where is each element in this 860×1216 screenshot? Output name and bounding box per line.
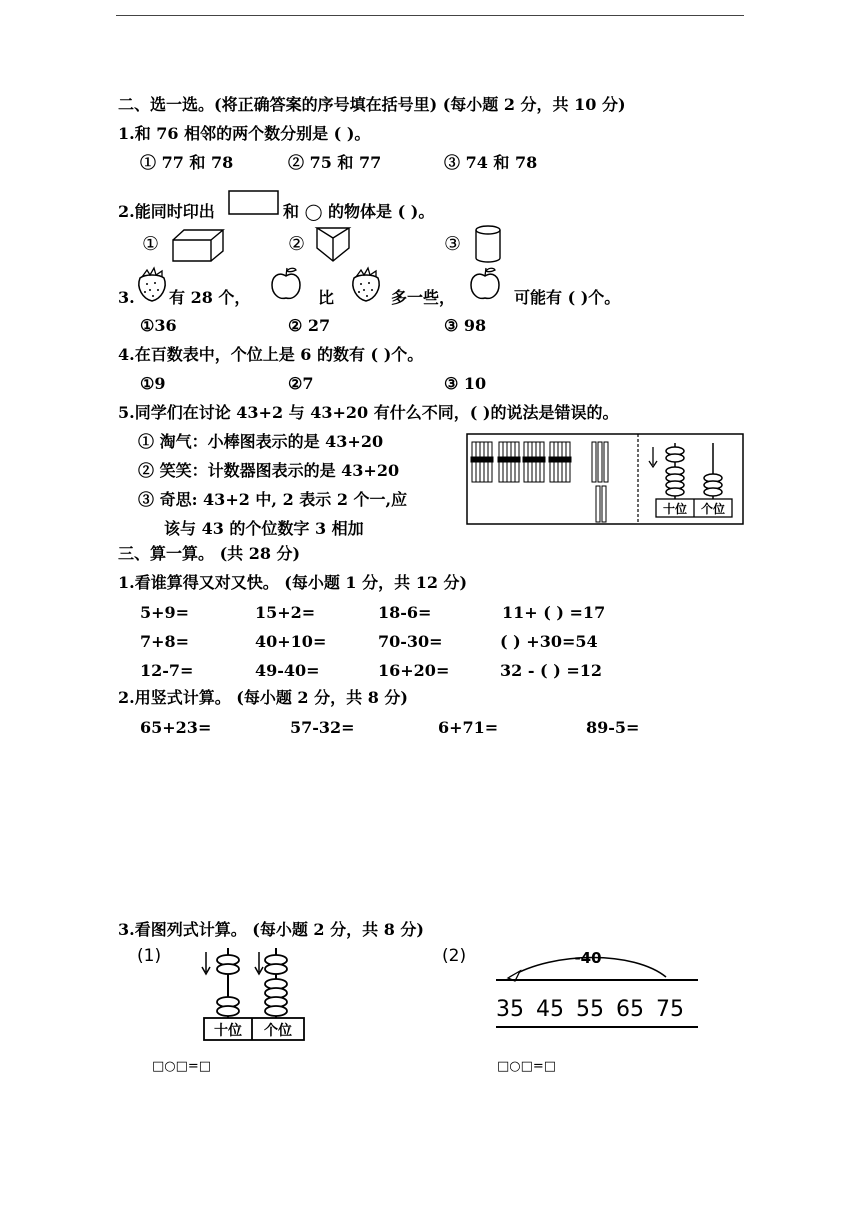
part1-title: 1.看谁算得又对又快。 (每小题 1 分，共 12 分) <box>118 573 468 592</box>
calc-item: 15+2= <box>255 603 316 622</box>
stick-bundle <box>523 442 545 482</box>
answer-template-1: □○□=□ <box>152 1059 212 1074</box>
section3-heading: 三、算一算。 (共 28 分) <box>118 544 301 563</box>
jump-label: -40 <box>574 949 602 967</box>
q5-option-1: ① 淘气：小棒图表示的是 43+20 <box>138 432 384 451</box>
q4-stem: 4.在百数表中，个位上是 6 的数有 ( )个。 <box>118 345 424 364</box>
calc-item: 7+8= <box>140 632 190 651</box>
rectangle-icon <box>228 190 280 216</box>
vertical-calc-item: 57-32= <box>290 718 355 737</box>
q2-option-2-mark: ② <box>288 233 306 255</box>
part2-title: 2.用竖式计算。 (每小题 2 分，共 8 分) <box>118 688 408 707</box>
q4-option-3: ③ 10 <box>444 374 487 393</box>
sticks-and-abacus-figure <box>466 433 744 525</box>
stick-bundle <box>471 442 493 482</box>
q5-stem: 5.同学们在讨论 43+2 与 43+20 有什么不同，( )的说法是错误的。 <box>118 403 619 422</box>
calc-item: ( ) +30=54 <box>500 632 598 651</box>
calc-item: 5+9= <box>140 603 190 622</box>
q4-option-2: ②7 <box>288 374 314 393</box>
ones-place-label: 个位 <box>264 1023 292 1039</box>
stick-bundle <box>498 442 520 482</box>
calc-item: 12-7= <box>140 661 194 680</box>
calc-item: 11+ ( ) =17 <box>502 603 606 622</box>
q5-option-3-continued: 该与 43 的个位数字 3 相加 <box>164 519 364 538</box>
strawberry-icon <box>349 266 383 302</box>
tick-label: 65 <box>616 997 644 1022</box>
calc-item: 16+20= <box>378 661 450 680</box>
figure1-label: (1) <box>137 946 162 966</box>
tick-label: 45 <box>536 997 564 1022</box>
q3-part3: 多一些， <box>391 288 456 307</box>
apple-icon <box>270 266 302 302</box>
q3-part1: 有 28 个， <box>169 288 251 307</box>
calc-item: 70-30= <box>378 632 443 651</box>
q3-option-2: ② 27 <box>288 316 331 335</box>
cylinder-icon <box>473 224 503 266</box>
section2-heading: 二、选一选。(将正确答案的序号填在括号里) (每小题 2 分，共 10 分) <box>118 95 626 114</box>
q3-option-1: ①36 <box>140 316 177 335</box>
q1-option-3: ③ 74 和 78 <box>444 153 538 172</box>
q1-stem: 1.和 76 相邻的两个数分别是 ( )。 <box>118 124 371 143</box>
q2-option-3-mark: ③ <box>444 233 462 255</box>
apple-icon <box>469 266 501 302</box>
vertical-calc-item: 89-5= <box>586 718 640 737</box>
q3-option-3: ③ 98 <box>444 316 487 335</box>
calc-item: 40+10= <box>255 632 327 651</box>
tens-place-label: 十位 <box>662 502 688 516</box>
abacus-figure <box>198 946 306 1042</box>
calc-item: 49-40= <box>255 661 320 680</box>
vertical-calc-item: 65+23= <box>140 718 212 737</box>
cuboid-icon <box>172 228 224 262</box>
q2-option-1-mark: ① <box>142 233 160 255</box>
tick-label: 35 <box>496 997 524 1022</box>
tick-label: 75 <box>656 997 684 1022</box>
q1-option-2: ② 75 和 77 <box>288 153 382 172</box>
tick-label: 55 <box>576 997 604 1022</box>
top-rule <box>116 15 744 16</box>
part3-title: 3.看图列式计算。 (每小题 2 分，共 8 分) <box>118 920 424 939</box>
q3-part4: 可能有 ( )个。 <box>514 288 621 307</box>
strawberry-icon <box>135 266 169 302</box>
calc-item: 18-6= <box>378 603 432 622</box>
calc-item: 32 - ( ) =12 <box>500 661 602 680</box>
triangular-prism-icon <box>316 226 350 264</box>
q1-option-1: ① 77 和 78 <box>140 153 234 172</box>
number-line-figure <box>494 945 704 1035</box>
q2-stem-b: 和 ◯ 的物体是 ( )。 <box>283 202 435 221</box>
ones-place-label: 个位 <box>700 502 726 516</box>
stick-bundle <box>549 442 571 482</box>
q3-number: 3. <box>118 288 135 307</box>
answer-template-2: □○□=□ <box>497 1059 557 1074</box>
vertical-calc-item: 6+71= <box>438 718 499 737</box>
q5-option-2: ② 笑笑：计数器图表示的是 43+20 <box>138 461 400 480</box>
q5-option-3: ③ 奇思: 43+2 中, 2 表示 2 个一,应 <box>138 490 408 509</box>
q3-part2: 比 <box>318 288 335 307</box>
q2-stem-a: 2.能同时印出 <box>118 202 215 221</box>
tens-place-label: 十位 <box>214 1023 242 1039</box>
q4-option-1: ①9 <box>140 374 166 393</box>
figure2-label: (2) <box>442 946 467 966</box>
